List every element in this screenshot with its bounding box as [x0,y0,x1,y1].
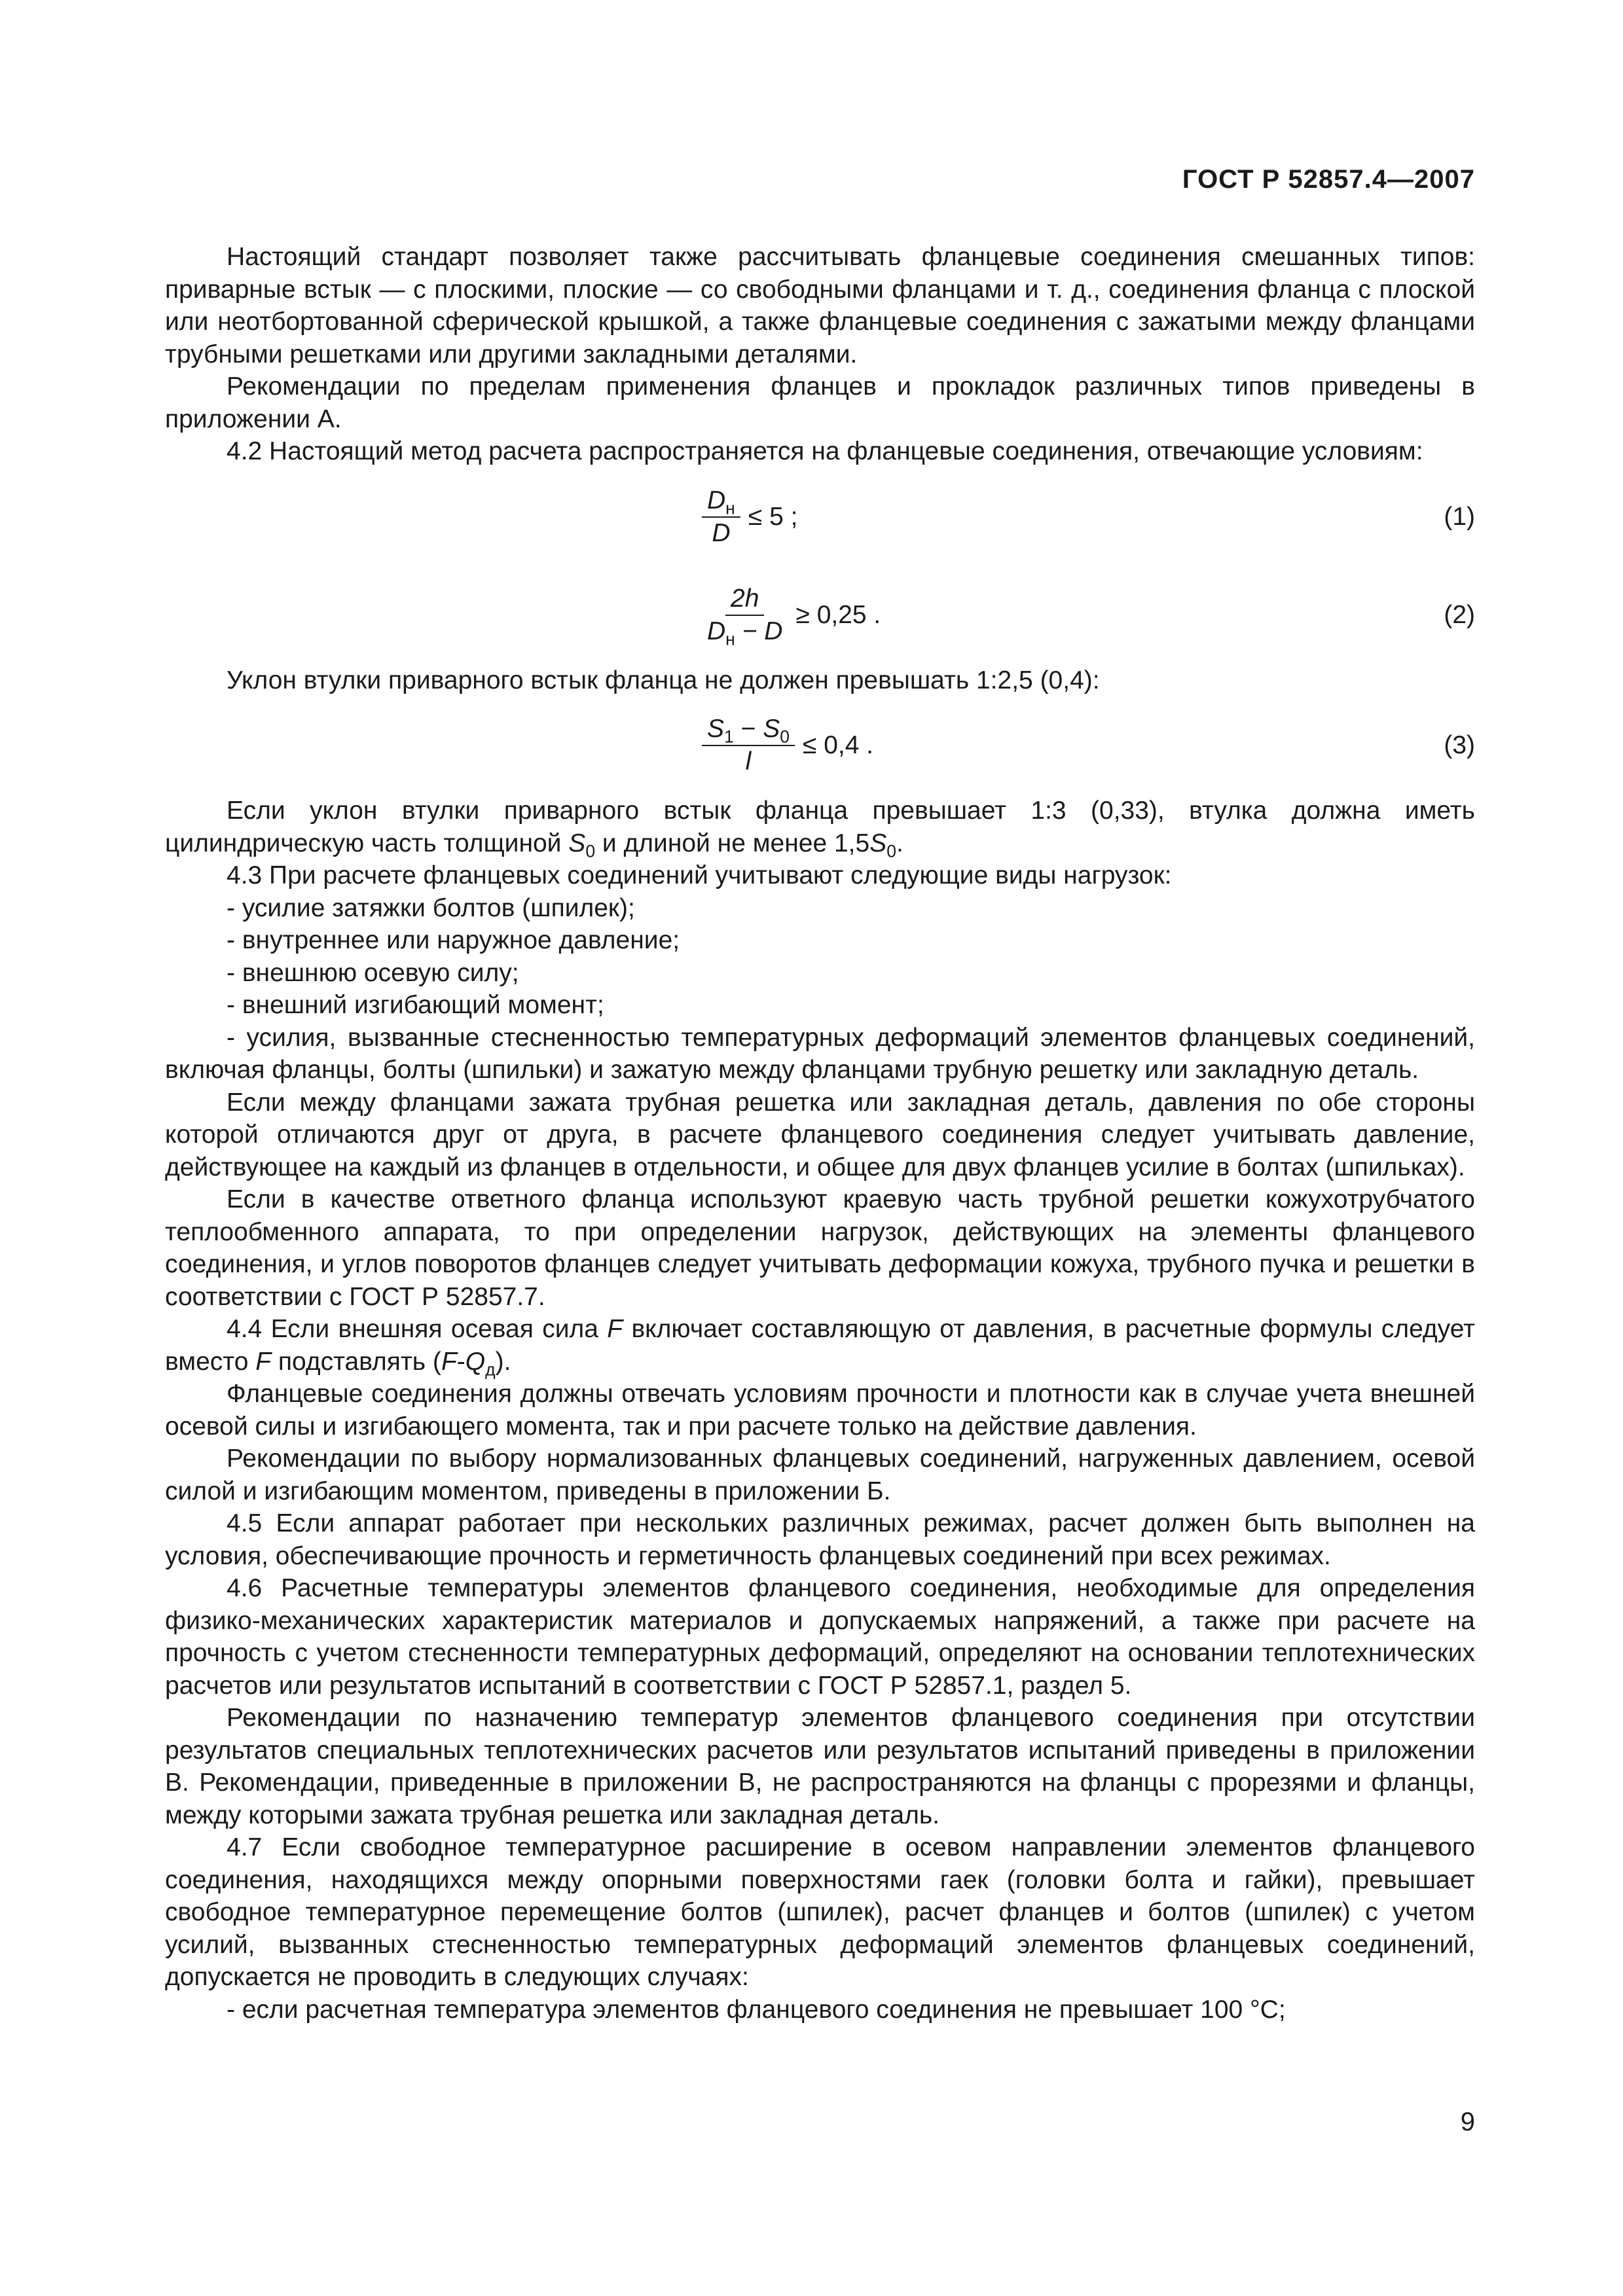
paragraph-4-6: 4.6 Расчетные температуры элементов фланцевого соединения, необходимые для определения физико-механических характеристик материалов и допускаемых напряжений, а также при расчете на прочность с учетом стесненности температурных деформаций, определяют на основании теплотехнических расчетов или результатов испытаний в соответствии с ГОСТ Р 52857.1, раздел 5. [165,1574,1475,1700]
eq3-num-minus: − [733,715,763,743]
para9-var-q-sub: д [485,1359,496,1379]
paragraph-recommendations-appendix-b: Рекомендации по выбору нормализованных фланцевых соединений, нагруженных давлением, осевой силой и изгибающим моментом, приведены в приложении Б. [165,1444,1475,1505]
paragraph-4-7: 4.7 Если свободное температурное расширение в осевом направлении элементов фланцевого соединения, находящихся между опорными поверхностями гаек (головки болта и гайки), превышает свободное температурное перемещение болтов (шпилек), расчет фланцев и болтов (шпилек) с учетом усилий, вызванных стесненностью температурных деформаций элементов фланцевых соединений, допускается не проводить в следующих случаях: [165,1833,1475,1991]
paragraph-4-2: 4.2 Настоящий метод расчета распространяется на фланцевые соединения, отвечающие условиям: [227,437,1423,465]
equation-2-rhs: ≥ 0,25 . [795,600,881,629]
eq2-num-var: 2h [731,584,759,613]
equation-1-denominator [706,518,735,548]
paragraph-mixed-types: Настоящий стандарт позволяет также рассчитывать фланцевые соединения смешанных типов: приварные встык — с плоскими, плоские — со свободными фланцами и т. д., соединения фланца с плоской или неотбортованной сферической крышкой, а также фланцевые соединения с зажатыми между фланцами трубными решетками или другими закладными деталями. [165,243,1475,368]
para5-var-s2-sub: 0 [886,840,896,861]
list-item: - внешнюю осевую силу; [227,958,519,987]
para5-var-s2: S [869,829,887,857]
equation-3-fraction [702,715,795,776]
eq2-den-sub: н [725,628,735,649]
equation-1 [165,468,1475,566]
eq1-num-sub: н [725,497,735,518]
para9-text-a: 4.4 Если внешняя осевая сила [227,1315,608,1343]
list-item: - внутреннее или наружное давление; [227,926,680,954]
para9-text-b: включает составляющую от давления, в расчетные формулы следует вместо [165,1315,1475,1376]
paragraph-strength-conditions: Фланцевые соединения должны отвечать условиям прочности и плотности как в случае учета внешней осевой силы и изгибающего момента, так и при расчете только на действие давления. [165,1380,1475,1441]
para5-text-c: . [896,829,903,857]
para9-text-d: - [456,1347,465,1376]
equation-1-rhs: ≤ 5 ; [748,502,798,531]
para9-var-f3: F [441,1347,457,1376]
para5-var-s-sub: 0 [585,840,596,861]
equation-2 [165,566,1475,664]
load-types-list [165,892,1475,1086]
paragraph-4-4 [165,1313,1475,1378]
para5-var-s: S [568,829,586,857]
list-item: - внешний изгибающий момент; [227,991,604,1019]
para5-text-a: Если уклон втулки приварного встык фланца превышает 1:3 (0,33), втулка должна иметь цилиндрическую часть толщиной [165,797,1475,857]
equation-3-formula [702,696,873,795]
list-item: - усилие затяжки болтов (шпилек); [227,893,635,922]
equation-3-rhs: ≤ 0,4 . [802,731,874,760]
eq1-num-var: D [707,486,726,514]
equation-1-numerator [702,486,740,518]
paragraph-cylindrical-part [165,795,1475,859]
equation-2-fraction [702,584,788,649]
page-number: 9 [1460,2108,1475,2136]
eq3-num-a: S [707,715,725,743]
equation-3 [165,696,1475,795]
eq3-den-var: l [745,747,752,776]
para9-var-q: Q [465,1347,486,1376]
equation-3-number: (3) [1444,731,1475,759]
equation-3-numerator [702,715,795,746]
para5-text-b: и длиной не менее 1,5 [595,829,870,857]
paragraph-recommendations-appendix-a: Рекомендации по пределам применения фланцев и прокладок различных типов приведены в приложении А. [165,372,1475,433]
equation-3-denominator [740,746,757,776]
equation-1-formula [702,468,797,566]
document-header-code: ГОСТ Р 52857.4—2007 [1182,165,1475,194]
para9-text-e: ). [495,1347,511,1376]
document-body [165,241,1475,2026]
paragraph-4-5: 4.5 Если аппарат работает при нескольких различных режимах, расчет должен быть выполнен на условия, обеспечивающие прочность и герметичность фланцевых соединений при всех режимах. [165,1509,1475,1570]
para9-text-c: подставлять ( [271,1347,441,1376]
equation-1-fraction [702,486,740,548]
paragraph-bushing-slope: Уклон втулки приварного встык фланца не должен превышать 1:2,5 (0,4): [227,666,1100,694]
equation-2-denominator [702,616,788,649]
eq3-num-a-sub: 1 [724,726,734,747]
equation-2-numerator [725,584,764,616]
paragraph-recommendations-appendix-v: Рекомендации по назначению температур элементов фланцевого соединения при отсутствии результатов специальных теплотехнических расчетов или результатов испытаний приведены в приложении В. Рекомендации, приведенные в приложении В, не распространяются на фланцы с прорезями и фланцы, между которыми зажата трубная решетка или закладная деталь. [165,1704,1475,1829]
eq2-den-var: D [707,617,726,645]
list-item: - усилия, вызванные стесненностью температурных деформаций элементов фланцевых соединений, включая фланцы, болты (шпильки) и зажатую между фланцами трубную решетку или закладную деталь. [165,1023,1475,1084]
eq1-den-var: D [712,518,731,547]
paragraph-temperature-case: - если расчетная температура элементов фланцевого соединения не превышает 100 °С; [227,1995,1286,2024]
eq2-den-rest: − D [735,617,783,645]
equation-2-number: (2) [1444,600,1475,629]
paragraph-heat-exchanger: Если в качестве ответного фланца используют краевую часть трубной решетки кожухотрубчатого теплообменного аппарата, то при определении нагрузок, действующих на элементы фланцевого соединения, и углов поворотов фланцев следует учитывать деформации кожуха, трубного пучка и решетки в соответствии с ГОСТ Р 52857.7. [165,1185,1475,1311]
paragraph-4-3: 4.3 При расчете фланцевых соединений учитывают следующие виды нагрузок: [227,861,1172,889]
para9-var-f1: F [607,1315,623,1343]
eq3-num-b-sub: 0 [780,726,790,747]
paragraph-tube-sheet-clamped: Если между фланцами зажата трубная решетка или закладная деталь, давления по обе стороны которой отличаются друг от друга, в расчете фланцевого соединения следует учитывать давление, действующее на каждый из фланцев в отдельности, и общее для двух фланцев усилие в болтах (шпильках). [165,1088,1475,1181]
eq3-num-b: S [763,715,780,743]
para9-var-f2: F [255,1347,272,1376]
equation-1-number: (1) [1444,502,1475,531]
equation-2-formula [702,566,881,664]
